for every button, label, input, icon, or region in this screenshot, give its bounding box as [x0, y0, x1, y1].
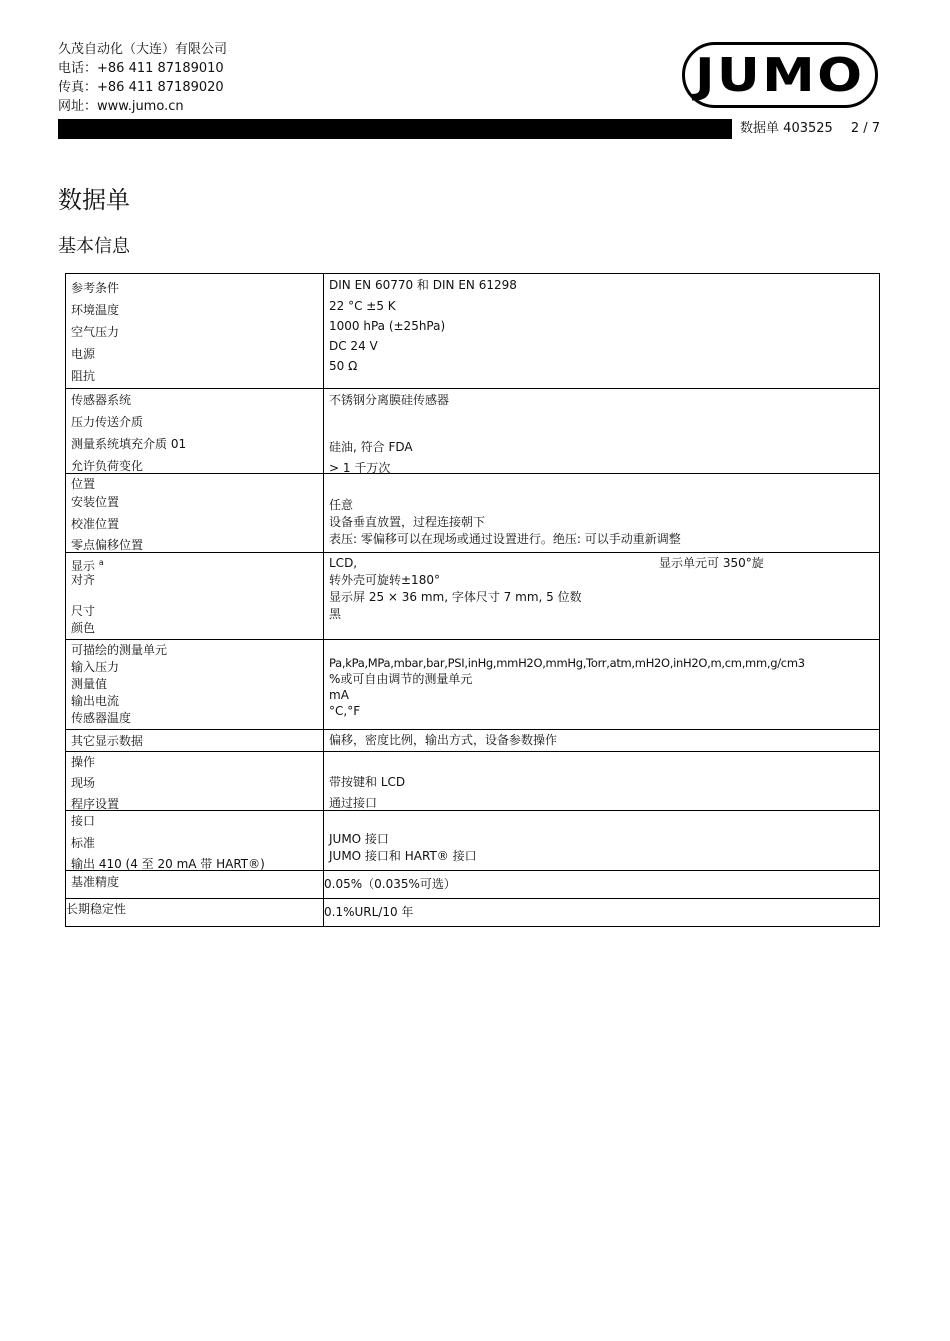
row-value: 通过接口 — [329, 796, 378, 810]
row-value: 0.1%URL/10 年 — [324, 905, 414, 919]
page-number: 2 / 7 — [850, 121, 880, 136]
row-label: 空气压力 — [71, 325, 120, 339]
row-label: 长期稳定性 — [66, 902, 127, 916]
row-value: JUMO 接口 — [329, 832, 389, 846]
table-row-sensor — [66, 388, 879, 473]
row-value: mA — [329, 688, 349, 702]
row-value: 50 Ω — [329, 359, 358, 373]
row-label: 校准位置 — [71, 517, 120, 531]
company-info — [58, 40, 227, 116]
row-labels — [66, 389, 324, 473]
row-label: 接口 — [71, 814, 96, 828]
row-labels — [66, 730, 324, 751]
table-row-stability — [66, 898, 879, 926]
row-label: 传感器系统 — [71, 393, 132, 407]
row-value: 显示单元可 350°旋 — [659, 556, 764, 570]
row-values — [324, 811, 879, 870]
row-value: 显示屏 25 × 36 mm, 字体尺寸 7 mm, 5 位数 — [329, 590, 582, 604]
row-label: 压力传送介质 — [71, 415, 144, 429]
row-values — [324, 871, 879, 898]
row-label: 安装位置 — [71, 495, 120, 509]
table-row-units — [66, 639, 879, 729]
row-label: 程序设置 — [71, 797, 120, 811]
row-value: %或可自由调节的测量单元 — [329, 672, 473, 686]
row-values — [324, 274, 879, 388]
row-value: Pa,kPa,MPa,mbar,bar,PSI,inHg,mmH2O,mmHg,Torr,atm,mH2O,inH2O,m,cm,mm,g/cm3 — [329, 656, 805, 670]
row-value: 1000 hPa (±25hPa) — [329, 319, 446, 333]
row-value: 设备垂直放置，过程连接朝下 — [329, 515, 486, 529]
row-label: 基准精度 — [71, 875, 120, 889]
row-label: 现场 — [71, 776, 96, 790]
row-value: 黑 — [329, 607, 342, 621]
row-value: LCD, — [329, 556, 358, 570]
row-value: > 1 千万次 — [329, 461, 391, 475]
row-label: 位置 — [71, 477, 96, 491]
row-value: 任意 — [329, 498, 354, 512]
table-row-reference — [66, 274, 879, 388]
row-labels — [66, 274, 324, 388]
row-value: 0.05%（0.035%可选） — [324, 877, 456, 891]
row-value: 表压: 零偏移可以在现场或通过设置进行。绝压: 可以手动重新调整 — [329, 532, 681, 546]
row-values — [324, 752, 879, 810]
row-value: DIN EN 60770 和 DIN EN 61298 — [329, 278, 517, 292]
row-label: 对齐 — [71, 573, 96, 587]
row-label: 环境温度 — [71, 303, 120, 317]
row-values — [324, 640, 879, 729]
logo-text: JUMO — [695, 48, 865, 102]
row-labels — [66, 474, 324, 552]
row-label: 允许负荷变化 — [71, 459, 144, 473]
doc-reference — [732, 119, 880, 139]
row-label: 颜色 — [71, 621, 96, 635]
row-value: 硅油, 符合 FDA — [329, 440, 413, 454]
row-label: 传感器温度 — [71, 711, 132, 725]
table-row-other-display — [66, 729, 879, 751]
row-label: 可描绘的测量单元 — [71, 643, 168, 657]
row-value: JUMO 接口和 HART® 接口 — [329, 849, 477, 863]
table-row-accuracy — [66, 870, 879, 898]
row-value: °C,°F — [329, 704, 361, 718]
section-title: 基本信息 — [58, 236, 130, 257]
row-values — [324, 730, 879, 751]
spec-table — [65, 273, 880, 927]
row-values — [324, 899, 879, 926]
header-band — [58, 119, 880, 139]
row-label: 零点偏移位置 — [71, 538, 144, 552]
row-label-text: 显示 — [71, 559, 96, 573]
row-labels — [66, 871, 324, 898]
row-label: 输入压力 — [71, 660, 120, 674]
row-label: 测量系统填充介质 01 — [71, 437, 187, 451]
row-label: 标准 — [71, 836, 96, 850]
row-label: 电源 — [71, 347, 96, 361]
row-value: 带按键和 LCD — [329, 775, 406, 789]
row-labels — [66, 811, 324, 870]
row-label: 输出电流 — [71, 694, 120, 708]
row-value: 转外壳可旋转±180° — [329, 573, 440, 587]
row-labels — [66, 640, 324, 729]
row-values — [324, 474, 879, 552]
row-labels — [66, 752, 324, 810]
table-row-operation — [66, 751, 879, 810]
company-website: 网址：www.jumo.cn — [58, 99, 184, 114]
row-label: 输出 410 (4 至 20 mA 带 HART®) — [71, 857, 265, 871]
row-label: 测量值 — [71, 677, 108, 691]
doc-label: 数据单 403525 — [740, 121, 833, 136]
row-value: 22 °C ±5 K — [329, 299, 396, 313]
footnote-mark: a — [98, 558, 104, 567]
row-value: DC 24 V — [329, 339, 378, 353]
jumo-logo — [682, 42, 878, 108]
row-values — [324, 389, 879, 473]
row-labels — [66, 899, 324, 926]
row-label: 阻抗 — [71, 369, 96, 383]
company-fax: 传真：+86 411 87189020 — [58, 80, 224, 95]
row-values — [324, 553, 879, 639]
table-row-position — [66, 473, 879, 552]
row-labels — [66, 553, 324, 639]
row-value: 不锈钢分离膜硅传感器 — [329, 393, 450, 407]
row-value: 偏移，密度比例，输出方式，设备参数操作 — [329, 733, 558, 747]
row-label: 其它显示数据 — [71, 734, 144, 748]
company-name: 久茂自动化（大连）有限公司 — [58, 42, 228, 57]
company-phone: 电话：+86 411 87189010 — [58, 61, 224, 76]
table-row-display — [66, 552, 879, 639]
row-label: 尺寸 — [71, 604, 96, 618]
table-row-interface — [66, 810, 879, 870]
row-label: 参考条件 — [71, 281, 120, 295]
row-label: 操作 — [71, 755, 96, 769]
page-title: 数据单 — [58, 186, 130, 214]
